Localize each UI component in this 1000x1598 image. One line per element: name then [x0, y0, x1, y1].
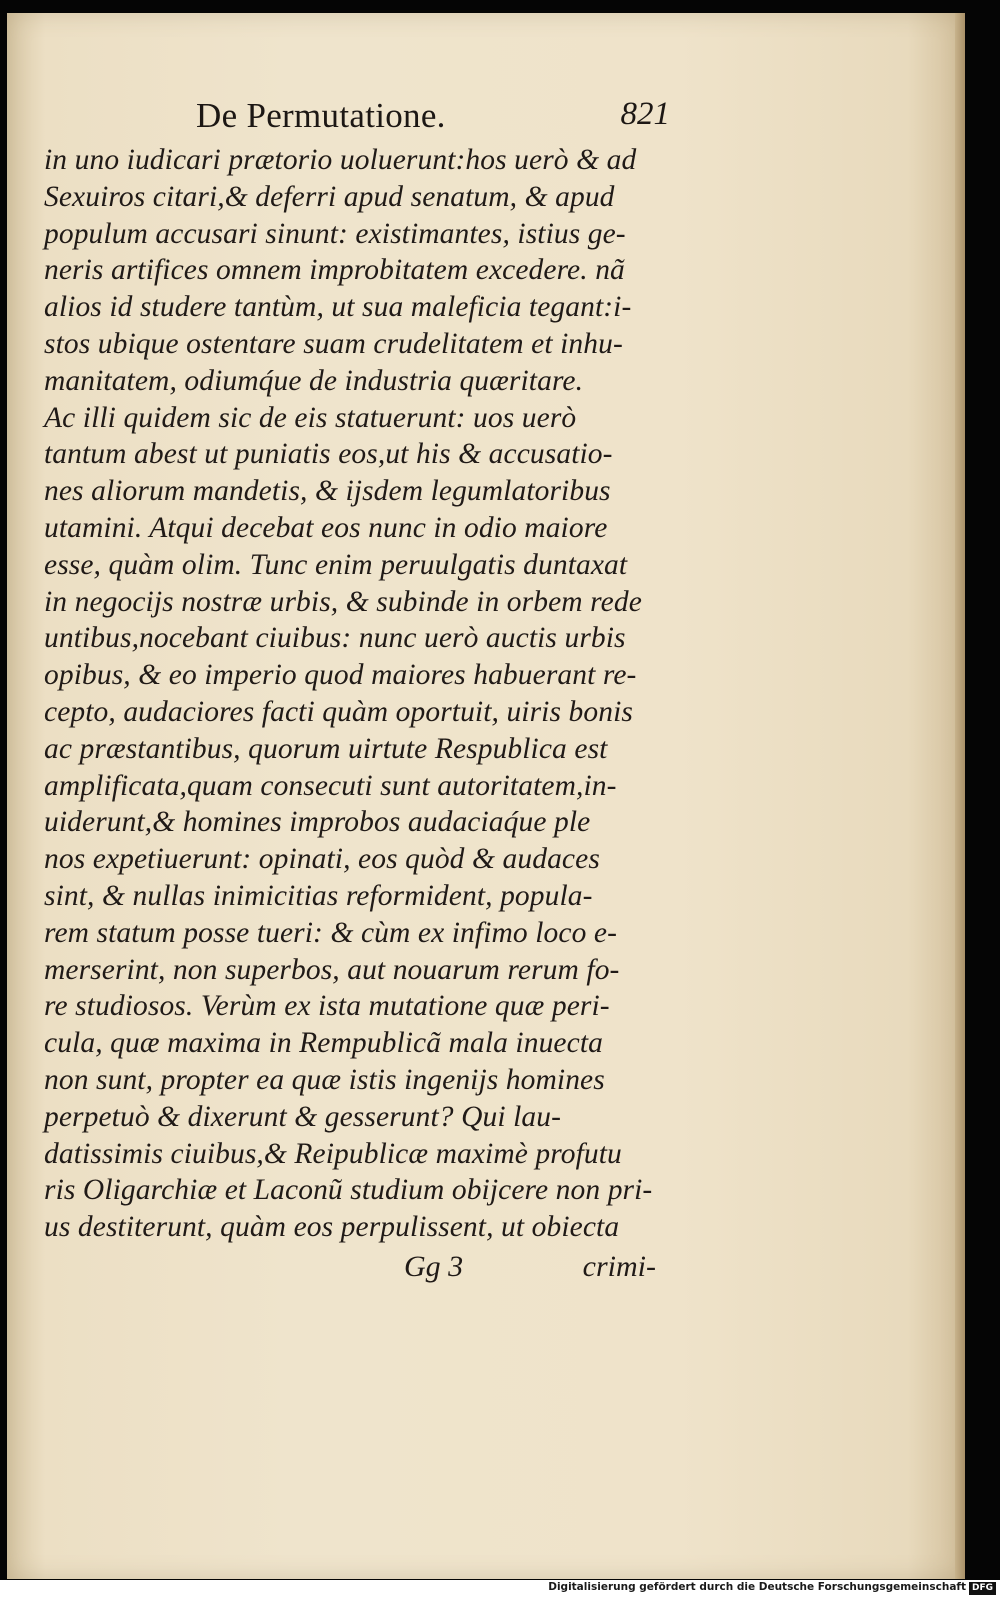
page-number: 821: [620, 96, 670, 132]
text-line: re studiosos. Verùm ex ista mutatione quæ peri-: [44, 990, 610, 1023]
text-line: ac præstantibus, quorum uirtute Respublica est: [44, 732, 608, 765]
footer-bar: [0, 1580, 1000, 1598]
text-line: in negocijs nostræ urbis, & subinde in orbem rede: [44, 585, 642, 618]
running-head: [196, 96, 670, 142]
page-edge: [955, 13, 965, 1579]
text-line: cepto, audaciores facti quàm oportuit, uiris bonis: [44, 695, 633, 728]
catchline: [44, 1250, 670, 1290]
text-line: sint, & nullas inimicitias reformident, popula-: [44, 879, 593, 912]
text-line: utamini. Atqui decebat eos nunc in odio maiore: [44, 511, 608, 544]
text-line: amplificata,quam consecuti sunt autoritatem,in-: [44, 769, 617, 802]
text-line: neris artifices omnem improbitatem excedere. nã: [44, 254, 625, 287]
text-line: stos ubique ostentare suam crudelitatem et inhu-: [44, 327, 623, 360]
text-line: rem statum posse tueri: & cùm ex infimo loco e-: [44, 916, 618, 949]
text-line: merserint, non superbos, aut nouarum rerum fo-: [44, 953, 620, 986]
text-line: ris Oligarchiæ et Laconũ studium obijcere non pri-: [44, 1174, 653, 1207]
text-line: nes aliorum mandetis, & ijsdem legumlatoribus: [44, 475, 611, 508]
text-line: in uno iudicari prætorio uoluerunt:hos uerò & ad: [44, 144, 637, 176]
text-line: esse, quàm olim. Tunc enim peruulgatis duntaxat: [44, 548, 628, 581]
dfg-logo: DFG: [969, 1582, 996, 1595]
text-line: Ac illi quidem sic de eis statuerunt: uos uerò: [44, 401, 577, 434]
text-line: alios id studere tantùm, ut sua maleficia tegant:i-: [44, 291, 632, 324]
text-line: manitatem, odiumq́ue de industria quæritare.: [44, 364, 584, 397]
text-line: tantum abest ut puniatis eos,ut his & accusatio-: [44, 438, 613, 471]
text-line: datissimis ciuibus,& Reipublicæ maximè profutu: [44, 1137, 622, 1170]
text-line: perpetuò & dixerunt & gesserunt? Qui lau-: [44, 1100, 562, 1133]
text-line: Sexuiros citari,& deferri apud senatum, & apud: [44, 180, 615, 213]
signature-mark: Gg 3: [404, 1250, 464, 1283]
text-line: cula, quæ maxima in Rempublicã mala inuecta: [44, 1027, 603, 1060]
text-line: populum accusari sinunt: existimantes, istius ge-: [44, 217, 626, 250]
text-line: non sunt, propter ea quæ istis ingenijs homines: [44, 1063, 605, 1096]
funding-credit: Digitalisierung gefördert durch die Deutsche Forschungsgemeinschaft: [548, 1581, 966, 1593]
text-line: untibus,nocebant ciuibus: nunc uerò auctis urbis: [44, 622, 626, 655]
text-line: nos expetiuerunt: opinati, eos quòd & audaces: [44, 843, 600, 876]
text-line: us destiterunt, quàm eos perpulissent, ut obiecta: [44, 1211, 620, 1244]
body-text: [44, 142, 670, 1246]
text-line: uiderunt,& homines improbos audaciaq́ue ple: [44, 806, 591, 839]
catchword: crimi-: [582, 1250, 656, 1283]
page-title: De Permutatione.: [196, 96, 446, 135]
text-line: opibus, & eo imperio quod maiores habuerant re-: [44, 659, 637, 692]
